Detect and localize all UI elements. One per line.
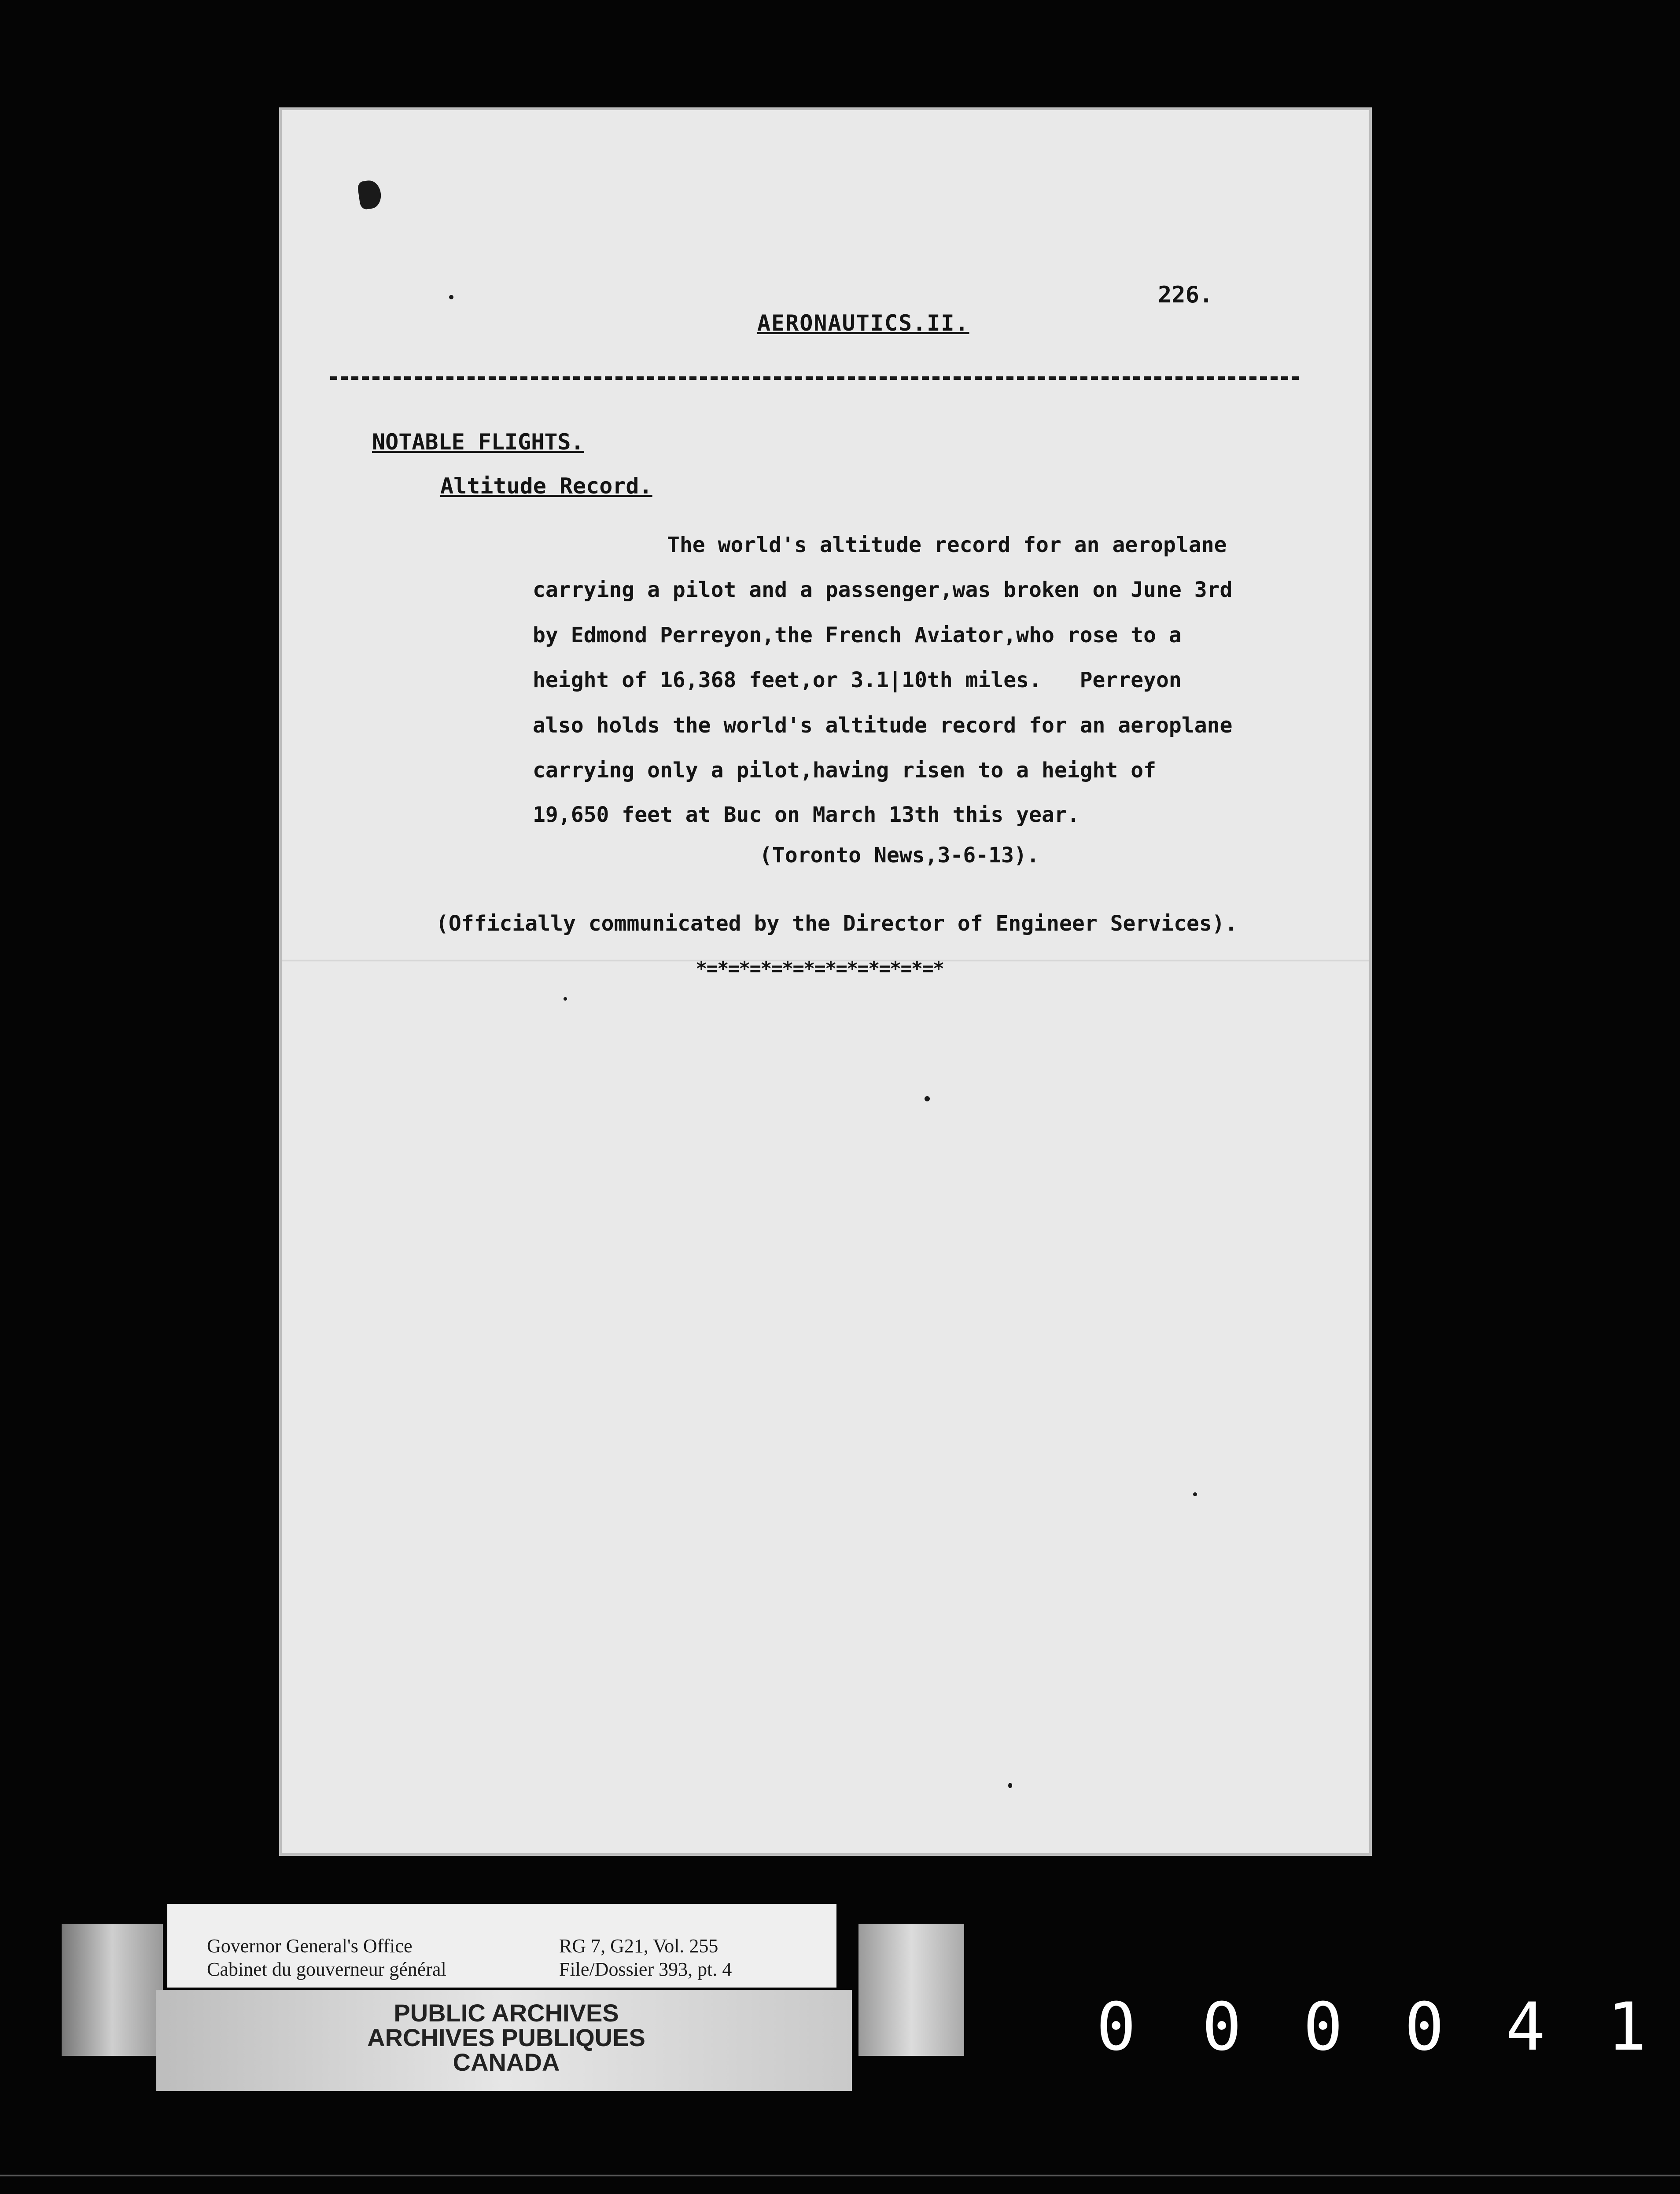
end-marker: *=*=*=*=*=*=*=*=*=*=*=* (696, 957, 944, 980)
stamp-line-3: CANADA (453, 2048, 560, 2076)
body-line: height of 16,368 feet,or 3.1|10th miles. Perreyon (533, 668, 1182, 692)
section-header: AERONAUTICS.II. (757, 310, 969, 336)
body-line: 19,650 feet at Buc on March 13th this year. (533, 803, 1080, 827)
speck (1008, 1783, 1012, 1788)
speck (1193, 1492, 1197, 1496)
office-english: Governor General's Office (207, 1935, 413, 1957)
official-note: (Officially communicated by the Director of Engineer Services). (436, 911, 1238, 936)
frame-digit: 0 (1096, 1989, 1136, 2065)
dashed-rule (330, 376, 1299, 380)
frame-digit: 0 (1404, 1989, 1444, 2065)
body-line: carrying only a pilot,having risen to a height of (533, 758, 1157, 783)
frame-digit: 0 (1303, 1989, 1343, 2065)
film-edge (0, 2175, 1680, 2176)
body-line: carrying a pilot and a passenger,was broken on June 3rd (533, 578, 1233, 602)
speck (564, 997, 567, 1001)
body-line: The world's altitude record for an aeroplane (667, 533, 1227, 557)
frame-digit: 4 (1506, 1989, 1546, 2065)
office-french: Cabinet du gouverneur général (207, 1958, 446, 1980)
citation: (Toronto News,3-6-13). (759, 843, 1039, 868)
file-number: File/Dossier 393, pt. 4 (559, 1958, 732, 1980)
body-line: also holds the world's altitude record for an aeroplane (533, 713, 1233, 738)
speck (925, 1096, 930, 1101)
subheading-altitude-record: Altitude Record. (440, 473, 652, 499)
film-tab-right (858, 1924, 964, 2056)
reference-number: RG 7, G21, Vol. 255 (559, 1935, 718, 1957)
film-tab-left (62, 1924, 163, 2056)
stamp-line-1: PUBLIC ARCHIVES (394, 1999, 619, 2027)
speck (449, 295, 453, 299)
frame-digit: 1 (1607, 1989, 1647, 2065)
frame-digit: 0 (1202, 1989, 1242, 2065)
document-page (282, 110, 1369, 1853)
body-line: by Edmond Perreyon,the French Aviator,who rose to a (533, 623, 1182, 648)
page-number: 226. (1158, 282, 1213, 308)
heading-notable-flights: NOTABLE FLIGHTS. (372, 429, 584, 455)
stamp-line-2: ARCHIVES PUBLIQUES (367, 2024, 645, 2051)
